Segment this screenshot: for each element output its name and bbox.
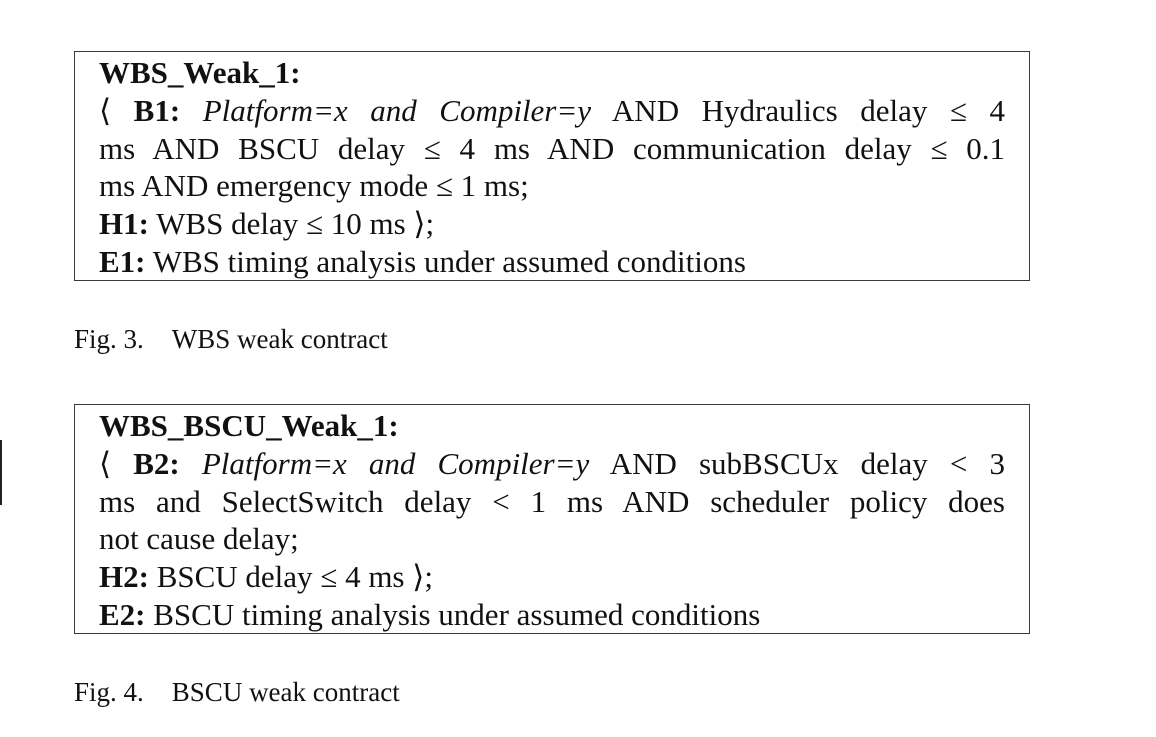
close-bracket: ⟩; bbox=[413, 206, 435, 242]
figure-caption-3 bbox=[74, 324, 388, 355]
assumption-line-3 bbox=[99, 520, 1005, 558]
assumption-line-1 bbox=[99, 92, 1005, 130]
contract-name: WBS_Weak_1: bbox=[99, 55, 301, 90]
guarantee-text: BSCU delay ≤ 4 ms bbox=[156, 559, 405, 595]
assumption-line-3 bbox=[99, 167, 1005, 205]
open-bracket: ⟨ bbox=[99, 92, 112, 128]
assumption-text-1: AND subBSCUx delay < 3 bbox=[609, 445, 1006, 481]
figure-number: Fig. 3. bbox=[74, 324, 144, 354]
assumption-line-2 bbox=[99, 483, 1005, 521]
evidence-line bbox=[99, 596, 1005, 634]
guarantee-label: H2: bbox=[99, 559, 149, 595]
assumption-label: B2: bbox=[133, 445, 180, 481]
assumption-line-1 bbox=[99, 445, 1005, 483]
assumption-line-2 bbox=[99, 130, 1005, 168]
evidence-line bbox=[99, 243, 1005, 281]
assumption-text-2: ms AND BSCU delay ≤ 4 ms AND communication delay ≤ 0.1 bbox=[99, 130, 1005, 166]
assumption-text-2: ms and SelectSwitch delay < 1 ms AND scheduler policy does bbox=[99, 483, 1005, 519]
guarantee-text: WBS delay ≤ 10 ms bbox=[156, 206, 406, 242]
assumption-text-1: AND Hydraulics delay ≤ 4 bbox=[611, 92, 1005, 128]
evidence-text: WBS timing analysis under assumed conditions bbox=[152, 243, 746, 279]
evidence-label: E2: bbox=[99, 596, 146, 632]
figure-caption-text: WBS weak contract bbox=[171, 324, 388, 354]
evidence-label: E1: bbox=[99, 243, 146, 279]
figure-caption-text: BSCU weak contract bbox=[171, 677, 400, 707]
evidence-text: BSCU timing analysis under assumed conditions bbox=[153, 596, 761, 632]
open-bracket: ⟨ bbox=[99, 445, 112, 481]
assumption-platform: Platform=x and Compiler=y bbox=[202, 92, 592, 128]
contract-box-bscu-weak bbox=[74, 404, 1030, 634]
assumption-text-3: not cause delay; bbox=[99, 521, 299, 557]
assumption-text-3: ms AND emergency mode ≤ 1 ms; bbox=[99, 168, 529, 204]
contract-title bbox=[99, 54, 1005, 92]
assumption-label: B1: bbox=[133, 92, 181, 128]
guarantee-line bbox=[99, 558, 1005, 596]
contract-name: WBS_BSCU_Weak_1: bbox=[99, 408, 399, 443]
assumption-platform: Platform=x and Compiler=y bbox=[201, 445, 590, 481]
guarantee-label: H1: bbox=[99, 206, 149, 242]
contract-box-wbs-weak bbox=[74, 51, 1030, 281]
guarantee-line bbox=[99, 205, 1005, 243]
figure-number: Fig. 4. bbox=[74, 677, 144, 707]
figure-caption-4 bbox=[74, 677, 400, 708]
close-bracket: ⟩; bbox=[412, 559, 433, 595]
page-edge-mark bbox=[0, 440, 2, 505]
contract-title bbox=[99, 407, 1005, 445]
